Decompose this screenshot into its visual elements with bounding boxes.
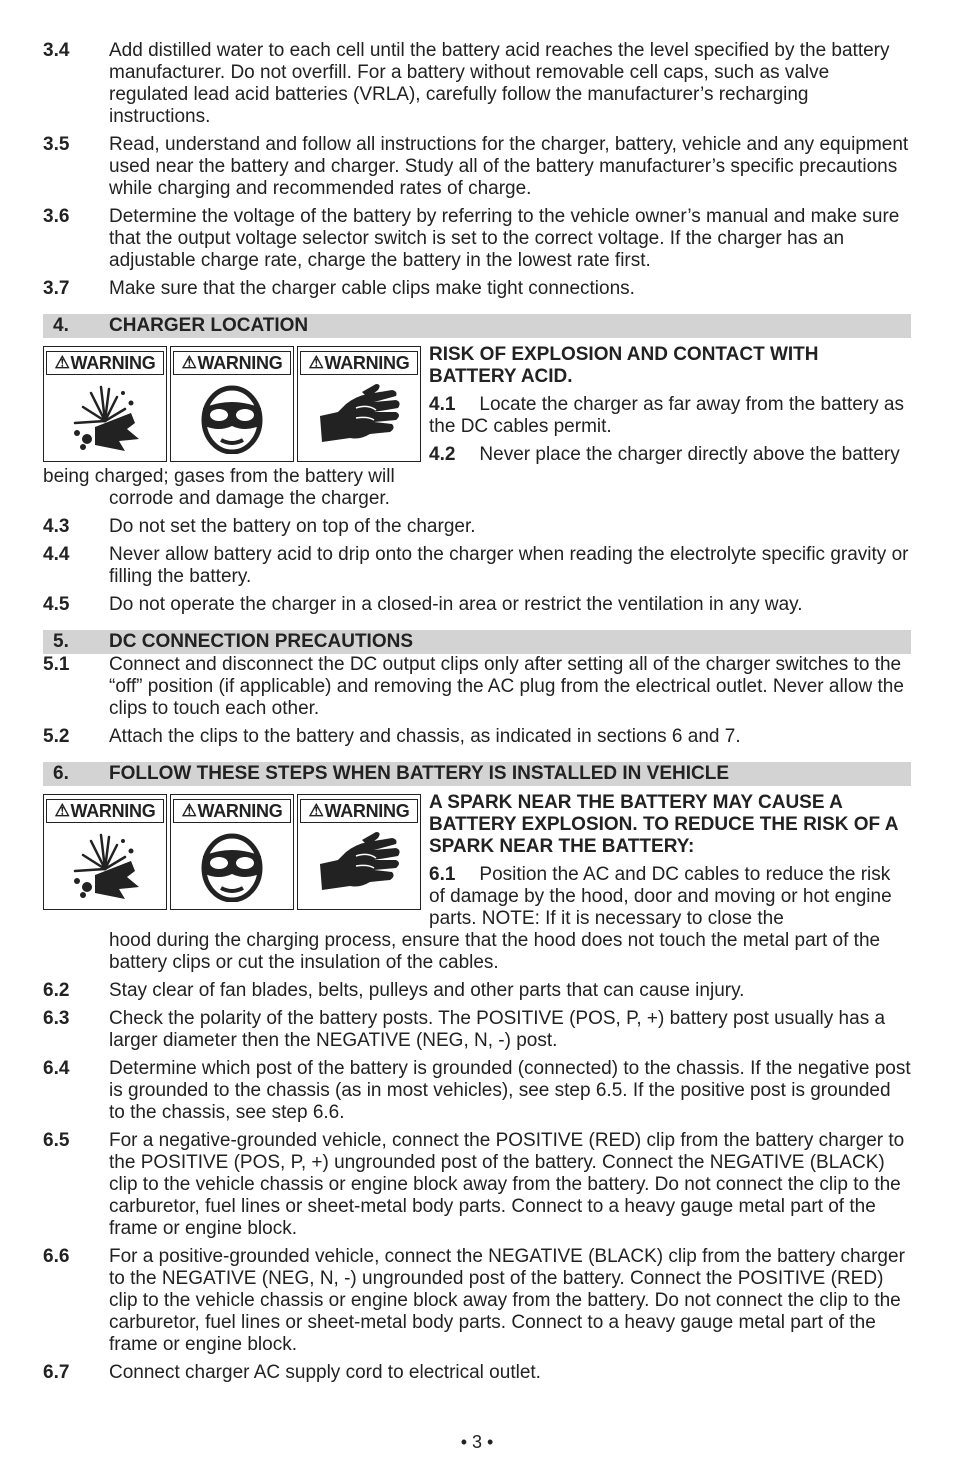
warning-signs bbox=[43, 794, 421, 910]
item-text: Never allow battery acid to drip onto the charger when reading the electrolyte specific gravity or filling the battery. bbox=[109, 544, 909, 587]
warning-label bbox=[46, 351, 164, 375]
explosion-icon bbox=[65, 375, 145, 461]
warning-sign bbox=[43, 794, 167, 910]
item-text: Do not operate the charger in a closed-in area or restrict the ventilation in any way. bbox=[109, 594, 803, 615]
warning-triangle-icon: ⚠ bbox=[308, 353, 324, 372]
item-number: 6.3 bbox=[43, 1008, 70, 1029]
item-number: 3.7 bbox=[43, 278, 70, 299]
warning-label bbox=[46, 799, 164, 823]
items-section-5 bbox=[43, 654, 911, 748]
manual-page bbox=[43, 40, 911, 1390]
item-number: 5.1 bbox=[43, 654, 70, 675]
section-4-item bbox=[43, 516, 911, 538]
item-number: 6.2 bbox=[43, 980, 70, 1001]
section-4-item bbox=[43, 544, 911, 588]
warning-sign bbox=[297, 794, 421, 910]
section-title: FOLLOW THESE STEPS WHEN BATTERY IS INSTALLED IN VEHICLE bbox=[109, 763, 729, 784]
section-5-header bbox=[43, 630, 911, 654]
item-number: 4.2 bbox=[429, 444, 456, 465]
item-number: 6.1 bbox=[429, 864, 456, 885]
section-6-item bbox=[43, 1246, 911, 1356]
warning-sign bbox=[170, 346, 294, 462]
item-text: Do not set the battery on top of the charger. bbox=[109, 516, 476, 537]
item-text: Position the AC and DC cables to reduce the risk of damage by the hood, door and moving or hot engine parts. NOTE: If it is necessary to close the bbox=[429, 864, 892, 929]
section-6-item bbox=[43, 1058, 911, 1124]
warning-word: WARNING bbox=[197, 353, 283, 373]
section-title: DC CONNECTION PRECAUTIONS bbox=[109, 631, 414, 652]
warning-word: WARNING bbox=[197, 801, 283, 821]
warning-label bbox=[173, 351, 291, 375]
item-text: Check the polarity of the battery posts. The POSITIVE (POS, P, +) battery post usually has a larger diameter then the NEGATIVE (NEG, N, -) post. bbox=[109, 1008, 886, 1051]
section-3-item bbox=[43, 134, 911, 200]
items-section-6 bbox=[43, 980, 911, 1384]
item-6-1-continued: hood during the charging process, ensure that the hood does not touch the metal part of the battery clips or cut the insulation of the cables. bbox=[109, 930, 881, 973]
item-number: 5.2 bbox=[43, 726, 70, 747]
item-number: 6.7 bbox=[43, 1362, 70, 1383]
item-text: Connect and disconnect the DC output clips only after setting all of the charger switches to the “off” position (if applicable) and removing the AC plug from the electrical outlet. Never allow the clips to touch each other. bbox=[109, 654, 904, 719]
section-6-item bbox=[43, 1362, 911, 1384]
item-number: 3.4 bbox=[43, 40, 70, 61]
item-number: 3.6 bbox=[43, 206, 70, 227]
item-text: Add distilled water to each cell until the battery acid reaches the level specified by the battery manufacturer. Do not overfill. For a battery without removable cell caps, such as valve regulated lead acid batteries (VRLA), carefully follow the manufacturer’s recharging instructions. bbox=[109, 40, 890, 127]
section-3-item bbox=[43, 40, 911, 128]
items-top bbox=[43, 40, 911, 300]
item-number: 6.4 bbox=[43, 1058, 70, 1079]
warning-label bbox=[300, 799, 418, 823]
goggles-icon bbox=[197, 375, 267, 461]
item-text: Never place the charger directly above the battery being charged; gases from the battery will bbox=[43, 444, 900, 487]
section-4-item bbox=[43, 594, 911, 616]
warning-signs bbox=[43, 346, 421, 462]
warning-label bbox=[300, 351, 418, 375]
item-text: For a positive-grounded vehicle, connect the NEGATIVE (BLACK) clip from the battery charger to the NEGATIVE (NEG, N, -) ungrounded post of the battery. Connect the POSITIVE (RED) clip to the vehicle chassis or engine block away from the battery. Do not connect the clip to the carburetor, fuel lines or sheet-metal body parts. Connect to a heavy gauge metal part of the frame or engine block. bbox=[109, 1246, 905, 1355]
section-4-header bbox=[43, 314, 911, 338]
warning-word: WARNING bbox=[70, 801, 156, 821]
goggles-icon bbox=[197, 823, 267, 909]
section-3-item bbox=[43, 206, 911, 272]
warning-word: WARNING bbox=[324, 353, 410, 373]
section-6-item bbox=[43, 1130, 911, 1240]
items-section-4 bbox=[43, 516, 911, 616]
section-6-item bbox=[43, 1008, 911, 1052]
page-number: • 3 • bbox=[460, 1432, 494, 1452]
section-number: 5. bbox=[53, 631, 69, 652]
section-3-item bbox=[43, 278, 911, 300]
item-text: Stay clear of fan blades, belts, pulleys and other parts that can cause injury. bbox=[109, 980, 745, 1001]
warning-triangle-icon: ⚠ bbox=[308, 801, 324, 820]
warning-triangle-icon: ⚠ bbox=[54, 353, 70, 372]
section-number: 4. bbox=[53, 315, 69, 336]
explosion-icon bbox=[65, 823, 145, 909]
item-number: 4.5 bbox=[43, 594, 70, 615]
section-6-header bbox=[43, 762, 911, 786]
item-text: Attach the clips to the battery and chassis, as indicated in sections 6 and 7. bbox=[109, 726, 741, 747]
section-6-item bbox=[43, 980, 911, 1002]
item-text: Determine the voltage of the battery by referring to the vehicle owner’s manual and make sure that the output voltage selector switch is set to the correct voltage. If the charger has an adjustable charge rate, charge the battery in the lowest rate first. bbox=[109, 206, 900, 271]
item-number: 3.5 bbox=[43, 134, 70, 155]
item-text: Connect charger AC supply cord to electrical outlet. bbox=[109, 1362, 541, 1383]
item-text: For a negative-grounded vehicle, connect the POSITIVE (RED) clip from the battery charger to the POSITIVE (POS, P, +) ungrounded post of the battery. Connect the NEGATIVE (BLACK) clip to the vehicle chassis or engine block away from the battery. Do not connect the clip to the carburetor, fuel lines or sheet-metal body parts. Connect to a heavy gauge metal part of the frame or engine block. bbox=[109, 1130, 905, 1239]
item-text: Make sure that the charger cable clips make tight connections. bbox=[109, 278, 635, 299]
risk-heading: RISK OF EXPLOSION AND CONTACT WITH BATTERY ACID. bbox=[429, 344, 819, 387]
item-text: Read, understand and follow all instructions for the charger, battery, vehicle and any equipment used near the battery and charger. Study all of the battery manufacturer’s specific precautions while charging and recommended rates of charge. bbox=[109, 134, 909, 199]
section-number: 6. bbox=[53, 763, 69, 784]
item-number: 4.1 bbox=[429, 394, 456, 415]
item-number: 4.3 bbox=[43, 516, 70, 537]
glove-icon bbox=[316, 823, 402, 909]
warning-sign bbox=[297, 346, 421, 462]
warning-sign bbox=[170, 794, 294, 910]
glove-icon bbox=[316, 375, 402, 461]
item-number: 6.6 bbox=[43, 1246, 70, 1267]
section-5-item bbox=[43, 726, 911, 748]
warning-triangle-icon: ⚠ bbox=[181, 801, 197, 820]
item-number: 6.5 bbox=[43, 1130, 70, 1151]
item-4-2-continued: corrode and damage the charger. bbox=[109, 488, 390, 509]
section-5-item bbox=[43, 654, 911, 720]
item-text: Locate the charger as far away from the battery as the DC cables permit. bbox=[429, 394, 904, 437]
section-4-warning-block bbox=[43, 344, 911, 510]
warning-word: WARNING bbox=[324, 801, 410, 821]
risk-heading: A SPARK NEAR THE BATTERY MAY CAUSE A BATTERY EXPLOSION. TO REDUCE THE RISK OF A SPARK NEAR THE BATTERY: bbox=[429, 792, 898, 857]
section-6-warning-block bbox=[43, 792, 911, 974]
item-number: 4.4 bbox=[43, 544, 70, 565]
warning-triangle-icon: ⚠ bbox=[54, 801, 70, 820]
section-title: CHARGER LOCATION bbox=[109, 315, 309, 336]
warning-triangle-icon: ⚠ bbox=[181, 353, 197, 372]
warning-label bbox=[173, 799, 291, 823]
item-text: Determine which post of the battery is grounded (connected) to the chassis. If the negative post is grounded to the chassis (as in most vehicles), see step 6.5. If the positive post is grounded to the chassis, see step 6.6. bbox=[109, 1058, 911, 1123]
warning-sign bbox=[43, 346, 167, 462]
warning-word: WARNING bbox=[70, 353, 156, 373]
